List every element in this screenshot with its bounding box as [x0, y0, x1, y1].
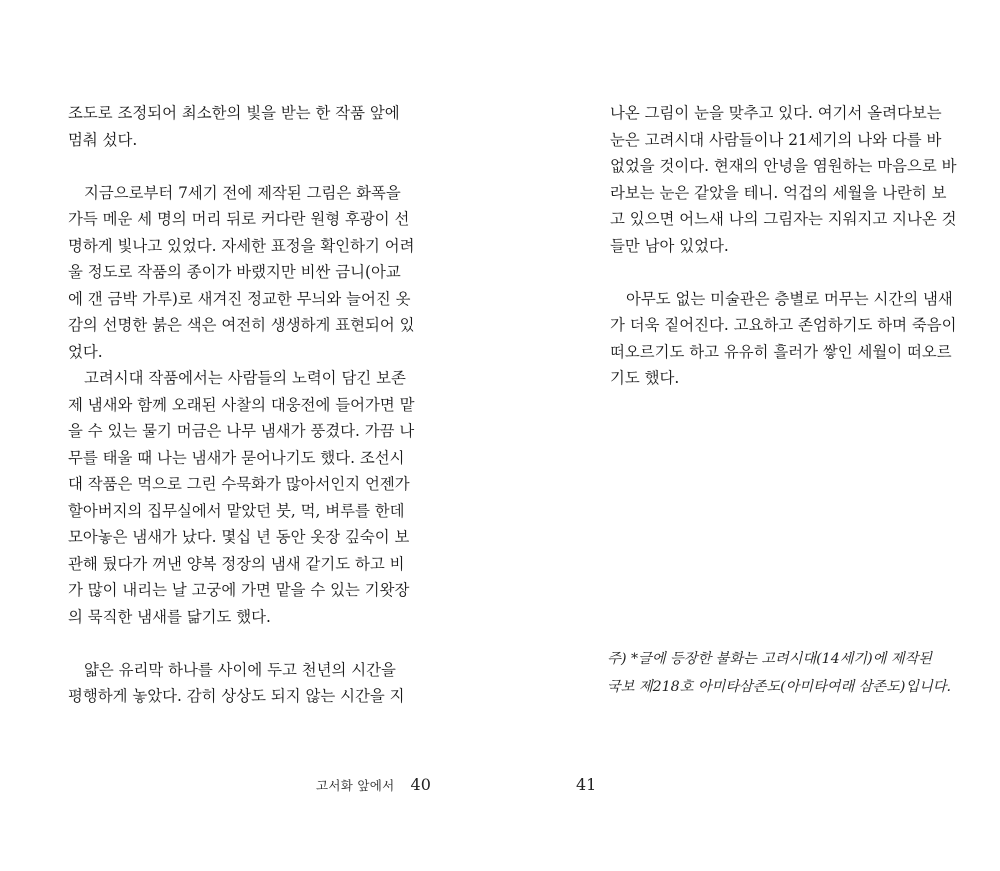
text-line: 들만 남아 있었다.	[610, 236, 729, 255]
right-page-body	[610, 100, 957, 392]
text-line: 조도로 조정되어 최소한의 빛을 받는 한 작품 앞에	[68, 104, 400, 122]
text-line: 멈춰 섰다.	[68, 130, 138, 149]
text-line: 가득 메운 세 명의 머리 뒤로 커다란 원형 후광이 선	[68, 210, 410, 228]
left-page-footer	[316, 775, 431, 794]
paragraph-gap	[68, 630, 394, 657]
text-line: 눈은 고려시대 사람들이나 21세기의 나와 다를 바	[610, 130, 942, 149]
text-line: 기도 했다.	[610, 369, 680, 387]
paragraph-gap	[68, 153, 394, 180]
text-line: 제 냄새와 함께 오래된 사찰의 대웅전에 들어가면 맡	[68, 395, 415, 414]
text-line: 평행하게 놓았다. 감히 상상도 되지 않는 시간을 지	[68, 687, 405, 705]
paragraph-gap	[610, 259, 936, 286]
right-page	[500, 0, 1000, 871]
text-line: 지금으로부터 7세기 전에 제작된 그림은 화폭을	[84, 183, 401, 202]
text-line: 떠오르기도 하고 유유히 흘러가 쌓인 세월이 떠오르	[610, 342, 952, 361]
text-line: 가 더욱 짙어진다. 고요하고 존엄하기도 하며 죽음이	[610, 316, 957, 334]
text-line: 관해 뒀다가 꺼낸 양복 정장의 냄새 같기도 하고 비	[68, 554, 405, 573]
text-line: 할아버지의 집무실에서 맡았던 붓, 먹, 벼루를 한데	[68, 501, 405, 520]
right-page-number: 41	[576, 775, 597, 794]
text-line: 울 정도로 작품의 종이가 바랬지만 비싼 금니(아교	[68, 263, 401, 281]
text-line: 없었을 것이다. 현재의 안녕을 염원하는 마음으로 바	[610, 157, 957, 175]
text-line: 얇은 유리막 하나를 사이에 두고 천년의 시간을	[84, 660, 396, 679]
text-line: 아무도 없는 미술관은 층별로 머무는 시간의 냄새	[626, 289, 953, 308]
text-line: 무를 태울 때 나는 냄새가 묻어나기도 했다. 조선시	[68, 448, 405, 467]
text-line: 가 많이 내리는 날 고궁에 가면 맡을 수 있는 기왓장	[68, 581, 410, 599]
text-line: 라보는 눈은 같았을 테니. 억겁의 세월을 나란히 보	[610, 183, 947, 202]
text-line: 고 있으면 어느새 나의 그림자는 지워지고 지나온 것	[610, 210, 957, 228]
text-line: 었다.	[68, 342, 103, 361]
footnote	[607, 645, 951, 701]
left-page-body	[68, 100, 415, 710]
running-head: 고서화 앞에서	[316, 778, 395, 793]
text-line: 에 갠 금박 가루)로 새겨진 정교한 무늬와 늘어진 옷	[68, 289, 411, 308]
text-line: 대 작품은 먹으로 그린 수묵화가 많아서인지 언젠가	[68, 475, 410, 493]
text-line: 의 묵직한 냄새를 닮기도 했다.	[68, 607, 271, 626]
text-line: 나온 그림이 눈을 맞추고 있다. 여기서 올려다보는	[610, 104, 942, 122]
footnote-line: 국보 제218호 아미타삼존도(아미타여래 삼존도)입니다.	[607, 679, 951, 695]
footnote-line: 주) *글에 등장한 불화는 고려시대(14세기)에 제작된	[607, 651, 932, 667]
text-line: 감의 선명한 붉은 색은 여전히 생생하게 표현되어 있	[68, 316, 415, 334]
text-line: 고려시대 작품에서는 사람들의 노력이 담긴 보존	[84, 369, 406, 387]
text-line: 모아놓은 냄새가 났다. 몇십 년 동안 옷장 깊숙이 보	[68, 528, 410, 546]
text-line: 명하게 빛나고 있었다. 자세한 표정을 확인하기 어려	[68, 236, 415, 255]
text-line: 을 수 있는 물기 머금은 나무 냄새가 풍겼다. 가끔 나	[68, 422, 415, 440]
left-page-number: 40	[410, 775, 431, 794]
